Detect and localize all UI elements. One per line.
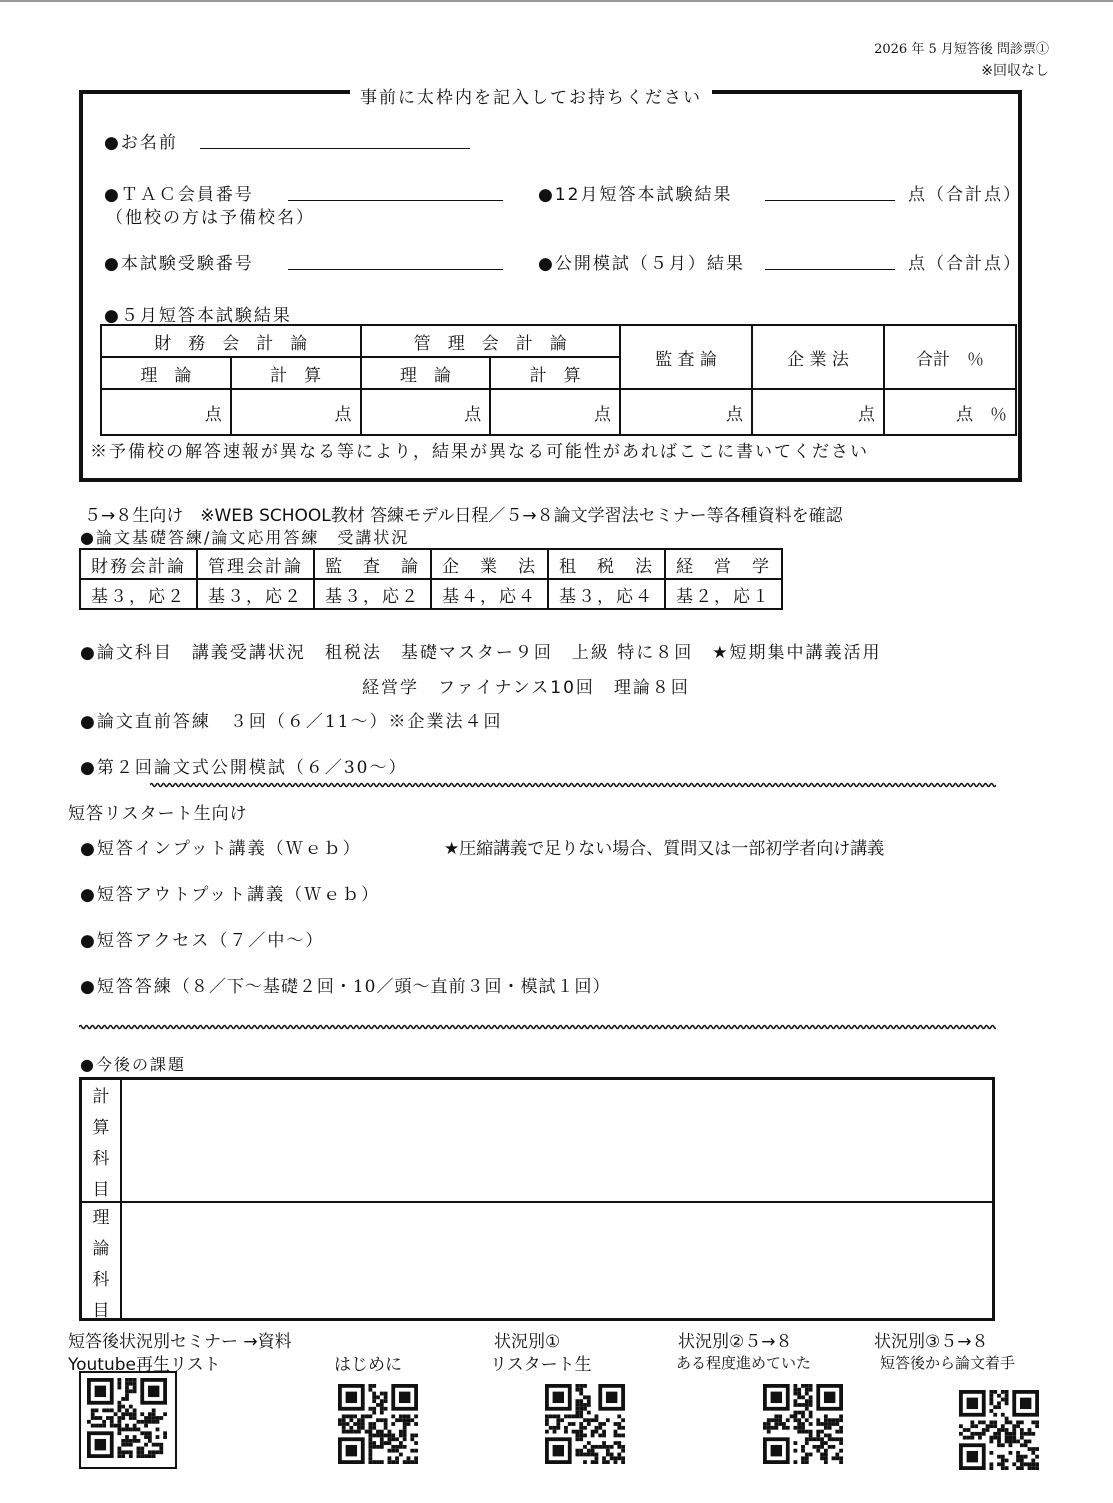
member-label: ●ＴＡＣ会員番号: [104, 185, 254, 205]
course-count: 基３，応２: [80, 579, 197, 609]
qr-code-progress[interactable]: [763, 1384, 843, 1464]
mock-suffix: 点（合計点）: [908, 254, 1022, 274]
footer-col1-sub: Youtube再生リスト: [68, 1355, 221, 1375]
course-count: 基３，応２: [197, 579, 314, 609]
footer-col1-title: 短答後状況別セミナー →資料: [68, 1332, 292, 1352]
theory-issues-field[interactable]: [124, 1203, 992, 1318]
course-subject: 監 査 論: [314, 549, 431, 579]
exam-no-label: ●本試験受験番号: [104, 254, 254, 274]
footer-col2-sub: はじめに: [334, 1355, 402, 1375]
tanto-detail: （８／下～基礎２回・10／頭～直前３回・模試１回）: [172, 977, 611, 997]
exam-no-field[interactable]: [288, 269, 503, 270]
qr-code-intro[interactable]: [338, 1384, 418, 1464]
access-item: [80, 926, 324, 951]
course-subject: 経 営 学: [665, 549, 782, 579]
header-fin-theory: 理 論: [101, 357, 231, 389]
header-audit: 監 査 論: [620, 325, 752, 389]
chokuzen-label: ●論文直前答練 ３回: [80, 712, 268, 732]
score-total-pct: ％: [990, 404, 1007, 425]
course-subject: 管理会計論: [197, 549, 314, 579]
vchar: 算: [92, 1118, 110, 1138]
input-lecture-label: ●短答インプット講義: [80, 839, 267, 859]
header-total: 合計 ％: [884, 325, 1016, 389]
theory-subjects-label: [82, 1203, 122, 1321]
footer-col4-title: 状況別②５→８: [678, 1332, 793, 1352]
mock2-label: ●第２回論文式公開模試: [80, 758, 287, 778]
header-mgmt-theory: 理 論: [361, 357, 491, 389]
input-lecture-web: （Ｗｅｂ）: [266, 839, 362, 859]
lecture-status-2: 経営学 ファイナンス10回 理論８回: [362, 678, 690, 698]
header-financial: 財 務 会 計 論: [101, 325, 361, 357]
dec-result-label: ●12月短答本試験結果: [538, 185, 733, 205]
input-lecture: [80, 834, 362, 859]
mock2-item: [80, 753, 407, 778]
vchar: 計: [92, 1087, 110, 1107]
access-detail: （７／中～）: [210, 931, 325, 951]
course-count: 基２，応１: [665, 579, 782, 609]
name-field[interactable]: [200, 148, 470, 149]
issues-heading: ●今後の課題: [80, 1055, 186, 1074]
header-management: 管 理 会 計 論: [361, 325, 621, 357]
chokuzen-item: [80, 707, 502, 732]
may-score-table: [100, 324, 1017, 436]
form-title: 事前に太枠内を記入してお持ちください: [350, 83, 712, 108]
score-fin-calc[interactable]: 点: [231, 389, 361, 435]
input-lecture-note: ★圧縮講義で足りない場合、質問又は一部初学者向け講義: [444, 839, 885, 859]
mock-field[interactable]: [765, 269, 895, 270]
wavy-divider-2: [79, 1023, 996, 1031]
qr-code-youtube[interactable]: [87, 1378, 167, 1458]
course-label: ●論文基礎答練/論文応用答練 受講状況: [80, 528, 410, 547]
course-count: 基３，応４: [548, 579, 665, 609]
qr-code-after-tanto[interactable]: [959, 1390, 1039, 1470]
vchar: 目: [92, 1180, 110, 1200]
qr-code-restart[interactable]: [545, 1384, 625, 1464]
footer-col3-sub: リスタート生: [490, 1355, 592, 1375]
issues-box: [79, 1077, 995, 1321]
member-field[interactable]: [288, 200, 503, 201]
vchar: 論: [92, 1239, 110, 1259]
header-note: ※回収なし: [981, 63, 1049, 79]
score-mgmt-calc[interactable]: 点: [490, 389, 620, 435]
footer-col5-title: 状況別③５→８: [874, 1332, 989, 1352]
section1-heading: ５→８生向け ※WEB SCHOOL教材 答練モデル日程／５→８論文学習法セミナー等各種資料を確認: [84, 506, 843, 526]
output-lecture-label: ●短答アウトプット講義: [80, 885, 286, 905]
score-total-unit: 点: [956, 404, 973, 425]
tanto-item: [80, 972, 610, 997]
course-status-table: [79, 548, 783, 610]
header-fin-calc: 計 算: [231, 357, 361, 389]
output-lecture: [80, 880, 380, 905]
wavy-divider-1: [150, 781, 996, 789]
form-note: ※予備校の解答速報が異なる等により，結果が異なる可能性があればここに書いてください: [90, 442, 869, 462]
dec-result-field[interactable]: [765, 200, 895, 201]
access-label: ●短答アクセス: [80, 931, 211, 951]
footer-col3-title: 状況別①: [494, 1332, 561, 1352]
vchar: 理: [92, 1208, 110, 1228]
score-audit[interactable]: 点: [620, 389, 752, 435]
member-sub: （他校の方は予備校名）: [106, 208, 315, 228]
header-mgmt-calc: 計 算: [490, 357, 620, 389]
mock2-detail: （６／30～）: [286, 758, 408, 778]
course-subject: 租 税 法: [548, 549, 665, 579]
lecture-status: ●論文科目 講義受講状況 租税法 基礎マスター９回 上級 特に８回 ★短期集中講義活用: [80, 643, 882, 663]
course-subject: 企 業 法: [431, 549, 548, 579]
calc-subjects-label: [82, 1080, 122, 1201]
vchar: 科: [92, 1270, 110, 1290]
name-label: ●お名前: [104, 133, 178, 153]
header-corp-law: 企 業 法: [752, 325, 884, 389]
mock-label: ●公開模試（５月）結果: [538, 254, 745, 274]
score-corp-law[interactable]: 点: [752, 389, 884, 435]
section2-heading: 短答リスタート生向け: [68, 804, 248, 824]
may-result-label: ●５月短答本試験結果: [104, 306, 292, 326]
calc-issues-field[interactable]: [124, 1080, 992, 1201]
score-total[interactable]: [884, 389, 1016, 435]
tanto-label: ●短答答練: [80, 977, 173, 997]
output-lecture-web: （Ｗｅｂ）: [285, 885, 381, 905]
score-mgmt-theory[interactable]: 点: [361, 389, 491, 435]
top-rule: [0, 0, 1113, 2]
dec-result-suffix: 点（合計点）: [908, 185, 1022, 205]
course-subject: 財務会計論: [80, 549, 197, 579]
course-count: 基４，応４: [431, 579, 548, 609]
chokuzen-detail: （６／11～）※企業法４回: [267, 712, 503, 732]
vchar: 目: [92, 1301, 110, 1321]
header-date: 2026 年 5 月短答後 問診票①: [874, 42, 1049, 57]
footer-col5-sub: 短答後から論文着手: [880, 1354, 1016, 1372]
vchar: 科: [92, 1149, 110, 1169]
course-count: 基３，応２: [314, 579, 431, 609]
score-fin-theory[interactable]: 点: [101, 389, 231, 435]
footer-col4-sub: ある程度進めていた: [676, 1354, 812, 1372]
